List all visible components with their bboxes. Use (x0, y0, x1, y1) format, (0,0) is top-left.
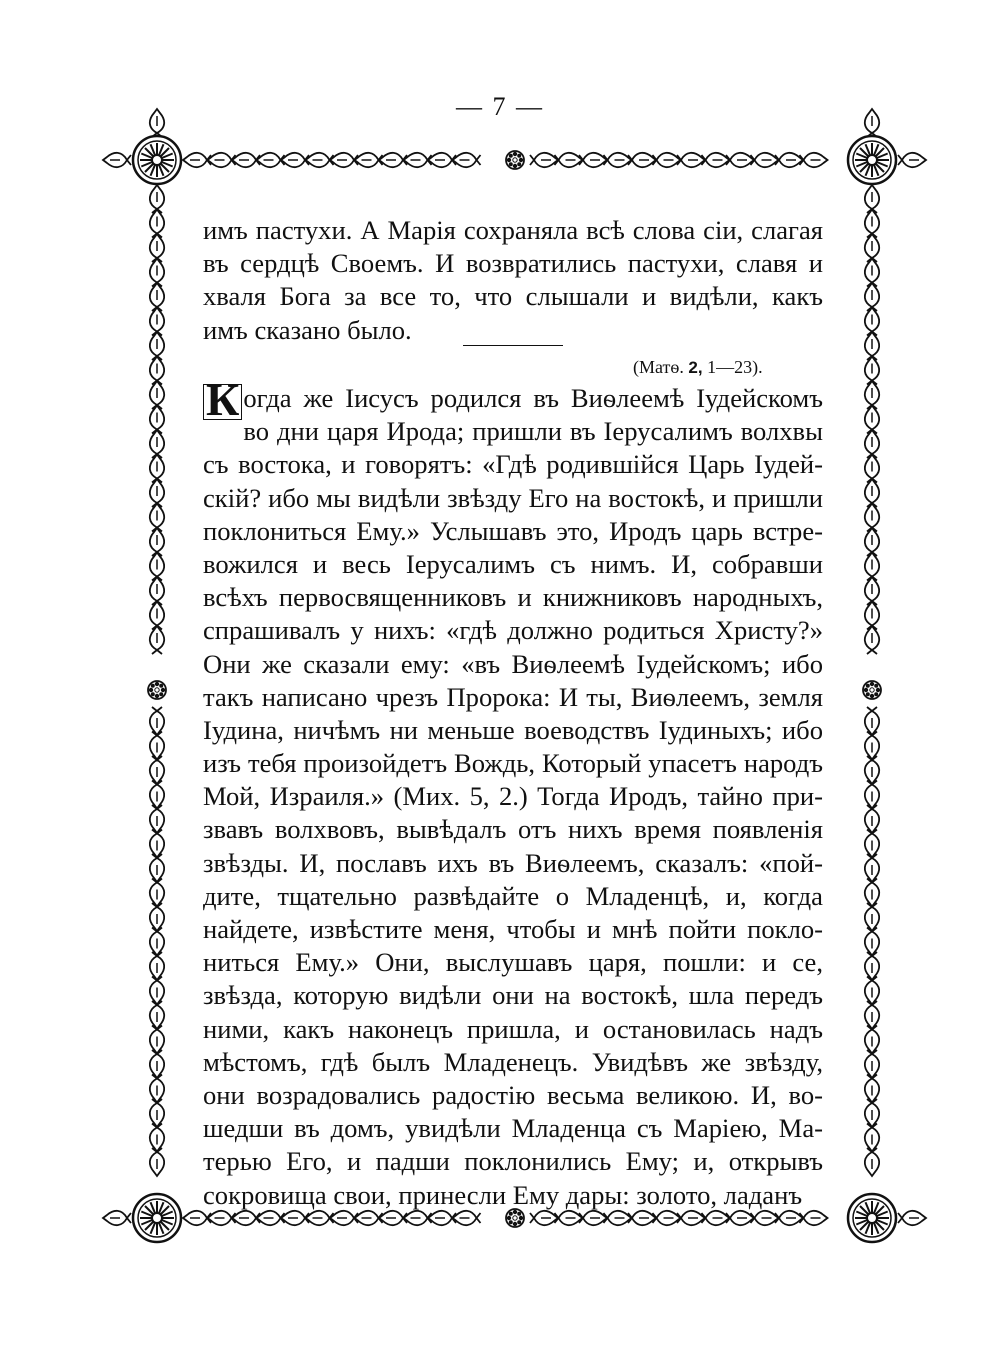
lily-ornament-icon (865, 854, 879, 882)
lily-ornament-icon (628, 153, 656, 167)
text-line: ниться Ему.» Они, выслушавъ царя, пошли: и се, (203, 947, 823, 978)
lily-ornament-icon (702, 1211, 730, 1225)
lily-ornament-icon (653, 153, 681, 167)
text-line: спрашивалъ у нихъ: «гдѣ должно родиться Христу?» (203, 615, 823, 646)
first-line-text: огда же Іисусъ родился въ Виѳлеемѣ Іудейскомъ (243, 383, 823, 413)
lily-ornament-icon (150, 781, 164, 809)
text-line: въ сердцѣ Своемъ. И возвратились пастухи, славя и (203, 248, 823, 279)
lily-ornament-icon (604, 1211, 632, 1225)
text-line: мѣстомъ, гдѣ былъ Младенецъ. Увидѣвъ же звѣзду, (203, 1046, 823, 1077)
lily-ornament-icon (653, 1211, 681, 1225)
lily-ornament-icon (865, 805, 879, 833)
lily-ornament-icon (865, 830, 879, 858)
lily-ornament-icon (865, 952, 879, 980)
lily-ornament-icon (150, 854, 164, 882)
text-line: хваля Бога за все то, что слышали и видѣли, какъ (203, 281, 823, 312)
lily-ornament-icon (150, 1026, 164, 1054)
lily-ornament-icon (726, 153, 754, 167)
lily-ornament-icon (865, 1075, 879, 1103)
text-line: поклониться Ему.» Услышавъ это, Иродъ царь встре- (203, 515, 823, 546)
lily-ornament-icon (865, 1001, 879, 1029)
mid-rosette-icon (148, 681, 166, 699)
lily-ornament-icon (677, 1211, 705, 1225)
lily-ornament-icon (150, 756, 164, 784)
corner-rosette-icon (133, 1194, 181, 1242)
lily-ornament-icon (453, 153, 481, 167)
lily-ornament-icon (775, 153, 803, 167)
text-line: имъ пастухи. А Марія сохраняла всѣ слова сіи, слагая (203, 215, 823, 245)
text-line: вожился и весь Іерусалимъ съ нимъ. И, собравши (203, 548, 823, 579)
lily-ornament-icon (865, 1050, 879, 1078)
lily-ornament-icon (150, 1148, 164, 1176)
text-line: Они же сказали ему: «въ Виѳлеемѣ Іудейскомъ; ибо (203, 648, 823, 679)
lily-ornament-icon (865, 1148, 879, 1176)
lily-ornament-icon (751, 153, 779, 167)
lily-ornament-icon (150, 952, 164, 980)
text-line: шедши въ домъ, увидѣли Младенца съ Маріею, Ма- (203, 1113, 823, 1144)
page-number: — 7 — (456, 92, 544, 121)
lily-ornament-icon (702, 153, 730, 167)
text-line: во дни царя Ирода; пришли въ Іерусалимъ волхвы (243, 416, 823, 447)
lily-ornament-icon (530, 153, 558, 167)
text-line: ними, какъ наконецъ пришла, и остановилась надъ (203, 1013, 823, 1044)
text-line: имъ сказано было. (203, 314, 412, 345)
lily-ornament-icon (865, 977, 879, 1005)
lily-ornament-icon (865, 707, 879, 735)
lily-ornament-icon (150, 626, 164, 654)
lily-ornament-icon (555, 1211, 583, 1225)
lily-ornament-icon (579, 153, 607, 167)
lily-ornament-icon (865, 781, 879, 809)
text-line: Іудина, ничѣмъ ни меньше воеводствъ Іудиныхъ; ибо (203, 714, 823, 745)
lily-ornament-icon (150, 1001, 164, 1029)
corner-rosette-icon (848, 1194, 896, 1242)
lily-ornament-icon (604, 153, 632, 167)
lily-ornament-icon (751, 1211, 779, 1225)
lily-ornament-icon (555, 153, 583, 167)
lily-ornament-icon (150, 805, 164, 833)
text-line: такъ написано чрезъ Пророка: И ты, Виѳлеемъ, земля (203, 681, 823, 712)
citation-prefix: (Матѳ. (633, 357, 684, 377)
text-line: скій? ибо мы видѣли звѣзду Его на востокѣ, и пришли (203, 482, 823, 513)
lily-ornament-icon (150, 732, 164, 760)
lily-ornament-icon (150, 1050, 164, 1078)
text-line: звавъ волхвовъ, вывѣдалъ отъ нихъ время появленія (203, 814, 823, 845)
lily-ornament-icon (150, 707, 164, 735)
lily-ornament-icon (677, 153, 705, 167)
lily-ornament-icon (865, 879, 879, 907)
lily-ornament-icon (150, 879, 164, 907)
mid-rosette-icon (863, 681, 881, 699)
text-line: всѣхъ первосвященниковъ и книжниковъ народныхъ, (203, 582, 823, 613)
lily-ornament-icon (150, 830, 164, 858)
lily-ornament-icon (800, 153, 828, 167)
lily-ornament-icon (865, 756, 879, 784)
text-line: звѣзда, которую видѣли они на востокѣ, шла передъ (203, 980, 823, 1011)
lily-ornament-icon (150, 1124, 164, 1152)
lily-ornament-icon (579, 1211, 607, 1225)
drop-cap: К (203, 384, 242, 420)
lily-ornament-icon (865, 732, 879, 760)
text-line: дите, тщательно развѣдайте о Младенцѣ, и, когда (203, 880, 823, 911)
text-line: Мой, Израиля.» (Мих. 5, 2.) Тогда Иродъ, тайно при- (203, 781, 823, 812)
lily-ornament-icon (150, 928, 164, 956)
citation-verses: 1—23). (707, 357, 763, 377)
lily-ornament-icon (800, 1211, 828, 1225)
lily-ornament-icon (150, 977, 164, 1005)
paragraph-two (203, 374, 823, 1212)
text-line: найдете, извѣстите меня, чтобы и мнѣ пойти покло- (203, 914, 823, 944)
section-divider (463, 345, 563, 346)
citation-chapter: 2, (688, 358, 703, 377)
first-line (203, 374, 823, 425)
scripture-citation (633, 357, 763, 378)
text-line: звѣзды. И, пославъ ихъ въ Виѳлеемъ, сказалъ: «пой- (203, 847, 823, 878)
text-line: они возрадовались радостію весьма великою. И, во- (203, 1079, 823, 1110)
lily-ornament-icon (865, 928, 879, 956)
lily-ornament-icon (530, 1211, 558, 1225)
lily-ornament-icon (865, 626, 879, 654)
lily-ornament-icon (865, 1026, 879, 1054)
corner-rosette-icon (848, 136, 896, 184)
lily-ornament-icon (150, 903, 164, 931)
lily-ornament-icon (628, 1211, 656, 1225)
lily-ornament-icon (865, 1124, 879, 1152)
lily-ornament-icon (150, 1075, 164, 1103)
text-line: сокровища свои, принесли Ему дары: золото, ладанъ (203, 1179, 803, 1210)
mid-rosette-icon (506, 151, 524, 169)
lily-ornament-icon (775, 1211, 803, 1225)
lily-ornament-icon (150, 1099, 164, 1127)
text-line: съ востока, и говорятъ: «Гдѣ родившійся Царь Іудей- (203, 449, 823, 480)
paragraph-one (203, 214, 823, 347)
lily-ornament-icon (726, 1211, 754, 1225)
lily-ornament-icon (453, 1211, 481, 1225)
lily-ornament-icon (865, 903, 879, 931)
text-line: изъ тебя произойдетъ Вождь, Который упасетъ народъ (203, 748, 823, 779)
corner-rosette-icon (133, 136, 181, 184)
text-line: терью Его, и падши поклонились Ему; и, открывъ (203, 1146, 823, 1177)
lily-ornament-icon (865, 1099, 879, 1127)
